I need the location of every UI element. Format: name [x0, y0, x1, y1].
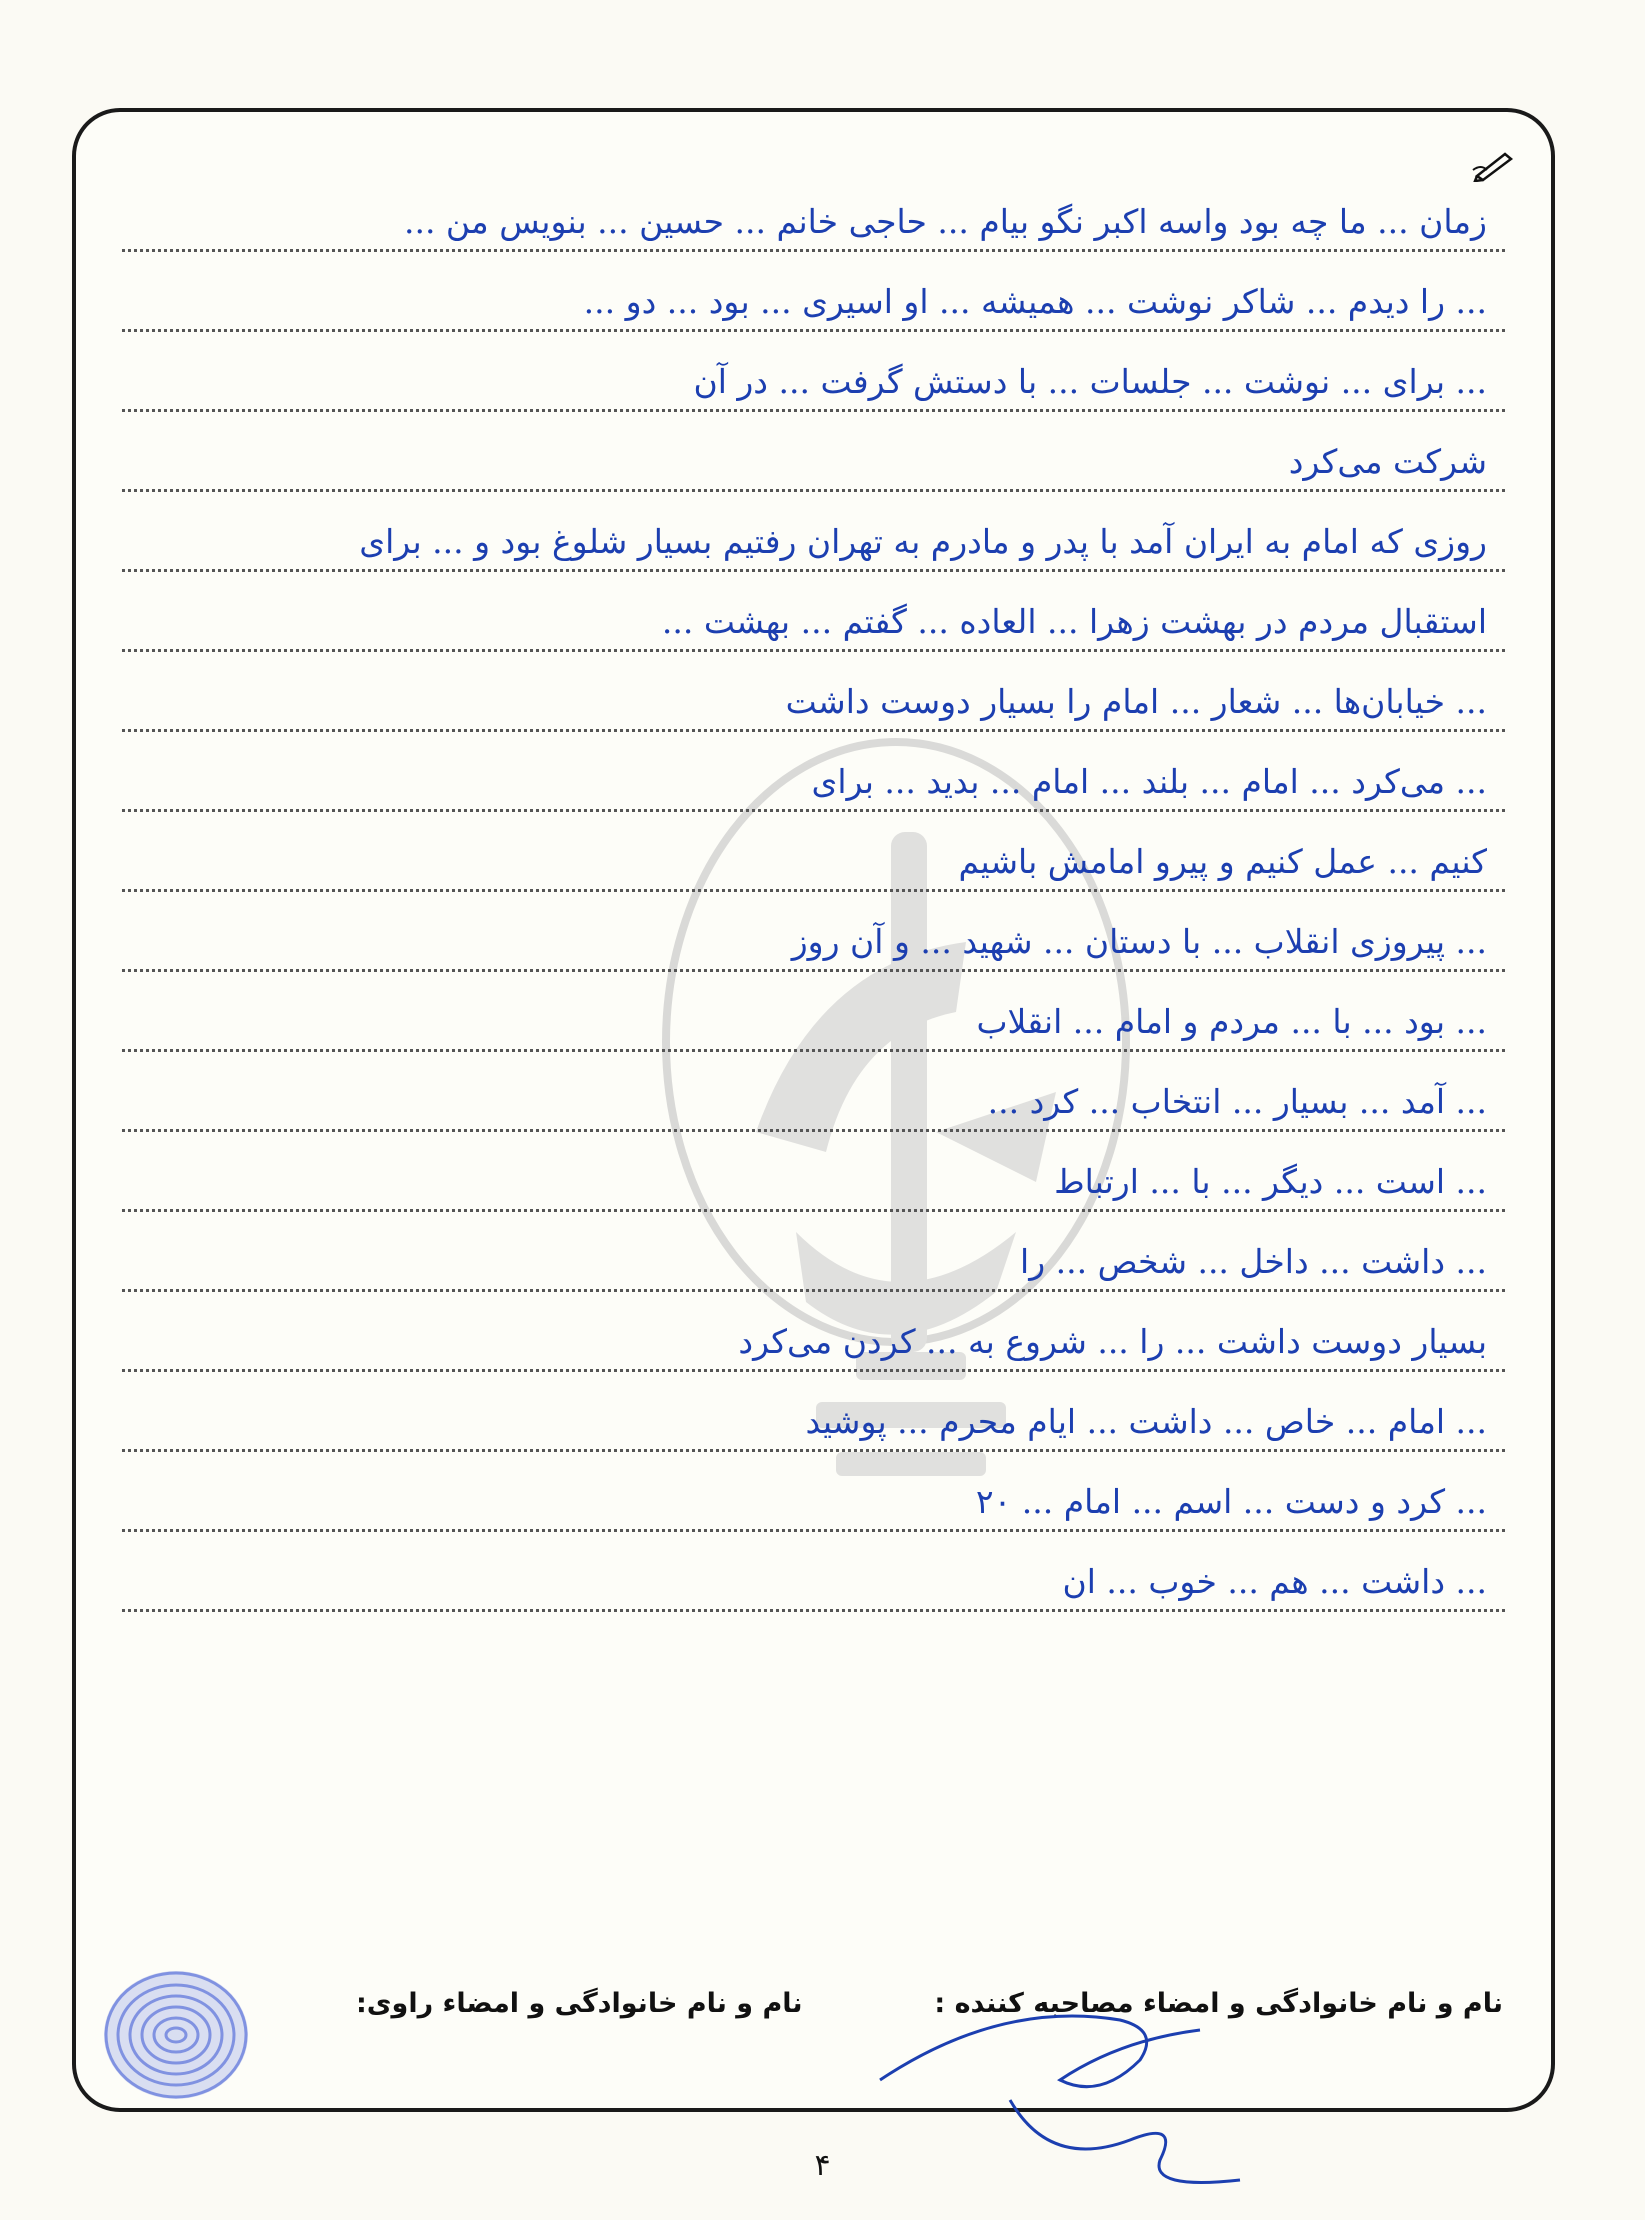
handwritten-line-text: روزی که امام به ایران آمد با پدر و مادرم به تهران رفتیم بسیار شلوغ بود و ... برای: [359, 522, 1487, 561]
handwritten-lines: [122, 172, 1505, 1612]
handwritten-line-text: استقبال مردم در بهشت زهرا ... العاده ... گفتم ... بهشت ...: [661, 602, 1487, 641]
handwritten-line: [122, 1212, 1505, 1292]
page-number: ۴: [814, 2148, 831, 2183]
handwritten-line-text: ... امام ... خاص ... داشت ... ایام محرم ... پوشید: [805, 1402, 1487, 1441]
handwritten-line: [122, 892, 1505, 972]
handwritten-line: [122, 332, 1505, 412]
page-frame: [72, 108, 1555, 2112]
handwritten-line-text: ... برای ... نوشت ... جلسات ... با دستش گرفت ... در آن: [693, 362, 1487, 401]
handwritten-line: [122, 1292, 1505, 1372]
handwritten-line: [122, 572, 1505, 652]
fingerprint-stamp: [96, 1960, 256, 2110]
narrator-signature-label: نام و نام خانوادگی و امضاء راوی:: [356, 1988, 803, 2019]
handwritten-line-text: کنیم ... عمل کنیم و پیرو امامش باشیم: [958, 842, 1487, 881]
handwritten-line: [122, 732, 1505, 812]
handwritten-line-text: ... پیروزی انقلاب ... با دستان ... شهید ... و آن روز: [791, 922, 1487, 961]
handwritten-line: [122, 1132, 1505, 1212]
handwritten-line-text: ... آمد ... بسیار ... انتخاب ... کرد ...: [987, 1082, 1487, 1121]
signature-footer: [116, 1978, 1511, 2048]
handwritten-line-text: ... داشت ... هم ... خوب ... ان: [1062, 1562, 1487, 1601]
handwritten-line-text: ... می‌کرد ... امام ... بلند ... امام ... بدید ... برای: [811, 762, 1487, 801]
handwritten-line: [122, 812, 1505, 892]
handwritten-line: [122, 1452, 1505, 1532]
handwritten-line-text: ... کرد و دست ... اسم ... امام ... ۲۰: [975, 1482, 1487, 1521]
handwritten-line-text: ... را دیدم ... شاکر نوشت ... همیشه ... او اسیری ... بود ... دو ...: [583, 282, 1487, 321]
handwritten-line-text: ... بود ... با ... مردم و امام ... انقلاب: [976, 1002, 1487, 1041]
handwritten-line: [122, 492, 1505, 572]
handwritten-line: [122, 1372, 1505, 1452]
handwritten-line-text: ... داشت ... داخل ... شخص ... را: [1020, 1242, 1487, 1281]
handwritten-line: [122, 652, 1505, 732]
handwritten-line-text: زمان ... ما چه بود واسه اکبر نگو بیام ... حاجی خانم ... حسین ... بنویس من ...: [403, 202, 1487, 241]
handwritten-line: [122, 972, 1505, 1052]
handwritten-line-text: بسیار دوست داشت ... را ... شروع به ... کردن می‌کرد: [738, 1322, 1487, 1361]
interviewer-signature-label: نام و نام خانوادگی و امضاء مصاحبه کننده :: [934, 1988, 1503, 2019]
handwritten-line-text: ... است ... دیگر ... با ... ارتباط: [1054, 1162, 1487, 1201]
handwritten-line-text: شرکت می‌کرد: [1288, 442, 1487, 481]
handwritten-line: [122, 1532, 1505, 1612]
handwritten-line-text: ... خیابان‌ها ... شعار ... امام را بسیار دوست داشت: [785, 682, 1487, 721]
handwritten-line: [122, 252, 1505, 332]
handwritten-line: [122, 412, 1505, 492]
handwritten-line: [122, 172, 1505, 252]
handwritten-line: [122, 1052, 1505, 1132]
